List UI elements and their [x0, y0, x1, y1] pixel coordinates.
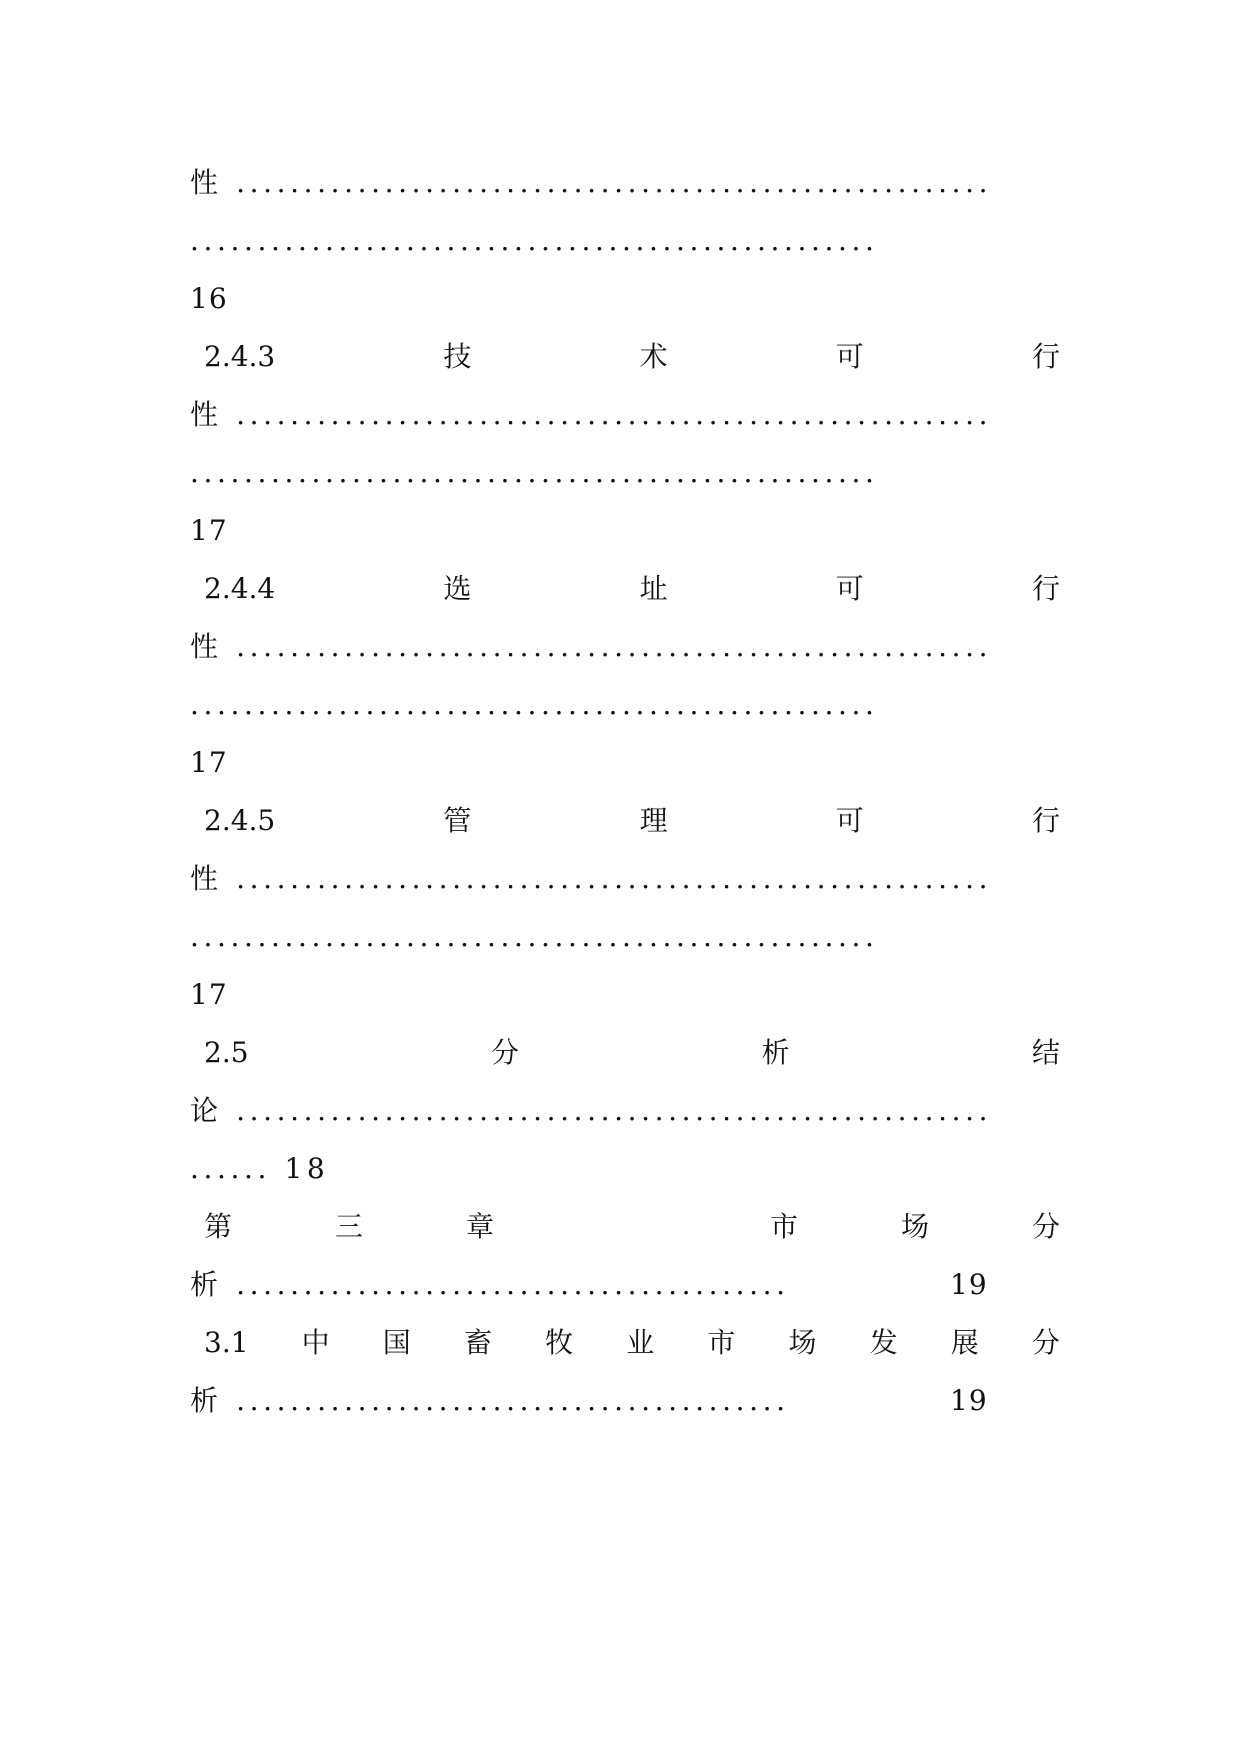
- title-char: 市: [707, 1326, 736, 1359]
- title-char: 畜: [463, 1326, 492, 1359]
- toc-page-number: 17: [190, 978, 228, 1011]
- toc-entry-2-4-5: [190, 801, 1060, 841]
- title-gap: [597, 1207, 667, 1247]
- toc-line-with-page: [190, 1381, 1060, 1421]
- toc-line: ...................................................: [190, 920, 879, 953]
- title-char: 分: [1031, 1210, 1060, 1243]
- section-number: 2.4.3: [204, 340, 276, 373]
- toc-line: ...... 18: [190, 1152, 330, 1185]
- toc-entry-2-4-3: [190, 337, 1060, 377]
- toc-line: 性 ........................................................: [190, 166, 993, 199]
- toc-line: 性 ........................................................: [190, 862, 993, 895]
- title-char: 术: [639, 340, 668, 373]
- toc-entry-2-4-4: [190, 569, 1060, 609]
- title-char: 选: [443, 572, 472, 605]
- toc-page-number: 19: [950, 1268, 988, 1301]
- title-char: 市: [769, 1210, 798, 1243]
- toc-line: ...................................................: [190, 456, 879, 489]
- toc-line: 性 ........................................................: [190, 398, 993, 431]
- title-char: 第: [204, 1210, 233, 1243]
- title-char: 业: [626, 1326, 655, 1359]
- title-char: 结: [1031, 1036, 1060, 1069]
- toc-page-number: 16: [190, 282, 228, 315]
- title-char: 分: [491, 1036, 520, 1069]
- title-char: 行: [1031, 572, 1060, 605]
- toc-page-number: 17: [190, 746, 228, 779]
- title-char: 可: [835, 804, 864, 837]
- toc-line-with-page: [190, 1265, 1060, 1305]
- section-number: 3.1: [204, 1326, 249, 1359]
- section-number: 2.5: [204, 1036, 249, 1069]
- title-char: 址: [639, 572, 668, 605]
- title-char: 发: [869, 1326, 898, 1359]
- title-char: 章: [466, 1210, 495, 1243]
- toc-page-number: 19: [950, 1384, 988, 1417]
- title-char: 展: [950, 1326, 979, 1359]
- toc-line: ...................................................: [190, 224, 879, 257]
- toc-leader: 析 .........................................: [190, 1384, 790, 1417]
- title-char: 牧: [545, 1326, 574, 1359]
- section-number: 2.4.4: [204, 572, 276, 605]
- title-char: 场: [788, 1326, 817, 1359]
- section-number: 2.4.5: [204, 804, 276, 837]
- title-char: 场: [900, 1210, 929, 1243]
- title-char: 技: [443, 340, 472, 373]
- toc-entry-2-5: [190, 1033, 1060, 1073]
- title-char: 理: [639, 804, 668, 837]
- title-char: 分: [1031, 1326, 1060, 1359]
- toc-line: 论 ........................................................: [190, 1094, 993, 1127]
- title-char: 可: [835, 572, 864, 605]
- title-char: 可: [835, 340, 864, 373]
- title-char: 三: [335, 1210, 364, 1243]
- toc-leader: 析 .........................................: [190, 1268, 790, 1301]
- toc-line: ...................................................: [190, 688, 879, 721]
- toc-entry-chapter-3: [190, 1207, 1060, 1247]
- title-char: 析: [761, 1036, 790, 1069]
- toc-line: 性 ........................................................: [190, 630, 993, 663]
- title-char: 行: [1031, 804, 1060, 837]
- title-char: 管: [443, 804, 472, 837]
- title-char: 行: [1031, 340, 1060, 373]
- title-char: 中: [301, 1326, 330, 1359]
- toc-page-number: 17: [190, 514, 228, 547]
- title-char: 国: [382, 1326, 411, 1359]
- toc-entry-3-1: [190, 1323, 1060, 1363]
